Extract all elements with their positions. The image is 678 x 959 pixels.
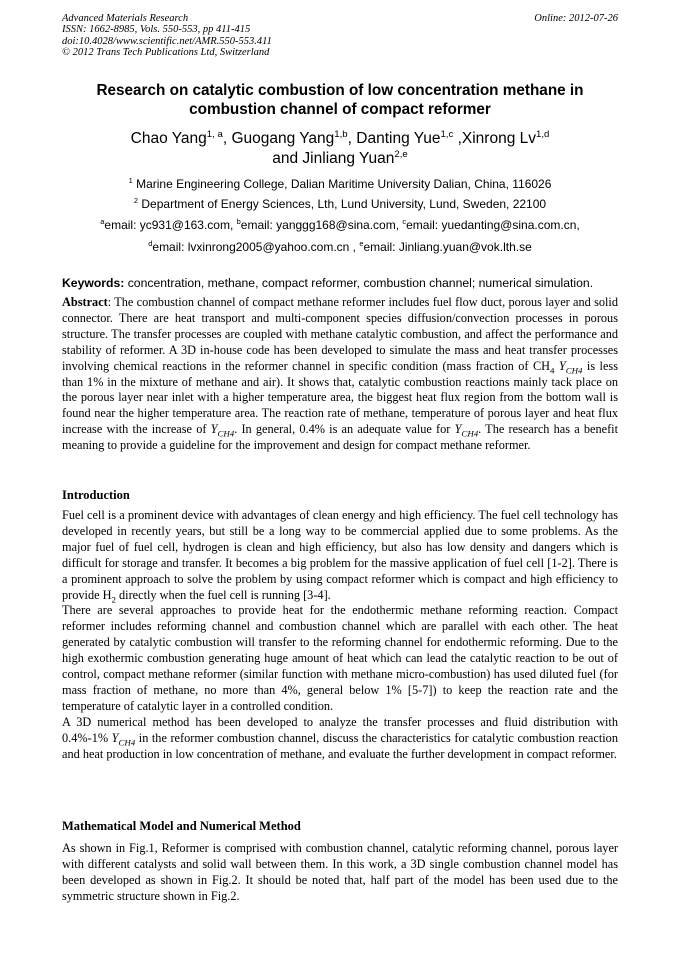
author-affiliation-mark: 1,b <box>334 128 348 140</box>
email-text: email: yc931@163.com, <box>104 218 237 232</box>
author-affiliation-mark: 2,e <box>394 148 408 160</box>
email-text: email: lvxinrong2005@yahoo.com.cn , <box>152 240 360 254</box>
emails-line-1 <box>62 218 618 232</box>
introduction-body <box>62 508 618 763</box>
email-mark: e <box>359 239 364 248</box>
authors-line-1: Chao Yang$^{1, a}$, Guogang Yang$^{1,b}$, Danting Yue$^{1,c}$ ,Xinrong Lv$^{1,d}$ <box>130 128 550 147</box>
paragraph-text: Fuel cell is a prominent device with advantages of clean energy and high efficiency. The fuel cell technology has developed in recently years, but still be a long way to be commercial applied due to some problems. As the major fuel of fuel cell, hydrogen is clean and high efficiency, but also has low density and dangers which is difficult for storage and transfer. It becomes a big problem for the massive application of fuel cell [1-2]. There is a prominent approach to solve the problem by using compact reformer which is compact and high efficiency to provide H <box>62 508 618 602</box>
doi-line: doi:10.4028/www.scientific.net/AMR.550-553.411 <box>62 35 272 47</box>
title-line-2: combustion channel of compact reformer <box>189 100 491 118</box>
subscript: CH4 <box>217 428 235 439</box>
email-mark: d <box>148 239 153 248</box>
abstract <box>62 295 618 454</box>
email-text: email: Jinliang.yuan@vok.lth.se <box>363 240 532 254</box>
author-name: Chao Yang <box>130 130 207 147</box>
paragraph-text: directly when the fuel cell is running [3-4]. <box>115 587 331 602</box>
author-list <box>62 129 618 169</box>
affiliation-1 <box>62 177 618 191</box>
keywords-label: Keywords: <box>62 276 125 290</box>
copyright-line: © 2012 Trans Tech Publications Ltd, Switzerland <box>62 47 270 59</box>
email-mark: c <box>402 217 407 226</box>
paragraph <box>62 508 618 603</box>
abstract-text: . The research has a benefit meaning to provide a guideline for the improvement and design for compact methane reformer. <box>62 422 619 453</box>
keywords-text: concentration, methane, compact reformer, combustion channel; numerical simulation. <box>124 276 594 290</box>
subscript: 2 <box>111 593 116 604</box>
email-text: email: yuedanting@sina.com.cn, <box>406 218 580 232</box>
section-heading-methods: Mathematical Model and Numerical Method <box>62 819 301 833</box>
math-symbol: Y <box>454 422 462 437</box>
author-affiliation-mark: 1,d <box>536 128 550 140</box>
math-symbol: Y <box>210 422 218 437</box>
email-mark: b <box>236 217 241 226</box>
online-date: Online: 2012-07-26 <box>534 13 618 24</box>
paragraph-text: in the reformer combustion channel, discuss the characteristics for catalytic combustion reaction and heat production in low concentration of methane, and evaluate the further development in compact reformer. <box>62 730 618 761</box>
abstract-text: is less than 1% in the mixture of methane and air). It shows that, catalytic combustion reactions mainly tack place on the porous layer near inlet with a higher temperature area, the biggest heat flux region from the bottom wall is found near the higher temperature area. The reaction rate of methane, temperature of porous layer and heat flux increase with the increase of <box>62 358 619 437</box>
affiliation-2 <box>62 197 618 211</box>
math-symbol: Y <box>558 358 566 373</box>
author-name: Guogang Yang <box>231 130 335 147</box>
subscript: CH4 <box>461 428 479 439</box>
author-affiliation-mark: 1,c <box>440 128 454 140</box>
abstract-text: : The combustion channel of compact methane reformer includes fuel flow duct, porous layer and solid connector. There are heat transport and multi-component species diffusion/convection processes in porous structure. The transfer processes are coupled with methane catalytic combustion, and affect the performance and stability of reformer. A 3D in-house code has been developed to simulate the mass and heat transfer processes involving chemical reactions in the reformer channel in specific condition (mass fraction of CH <box>62 295 618 373</box>
issn-line: ISSN: 1662-8985, Vols. 550-553, pp 411-415 <box>62 24 251 36</box>
affiliation-text: Department of Energy Sciences, Lth, Lund University, Lund, Sweden, 22100 <box>141 197 547 211</box>
emails-line-2 <box>62 240 618 254</box>
keywords <box>62 276 618 290</box>
subscript: CH4 <box>118 737 136 748</box>
author-name: Danting Yue <box>356 130 441 147</box>
abstract-label: Abstract <box>62 295 108 309</box>
affiliation-number: 1 <box>128 176 133 185</box>
affiliation-text: Marine Engineering College, Dalian Maritime University Dalian, China, 116026 <box>136 177 552 191</box>
subscript: CH4 <box>565 365 583 376</box>
abstract-text: . In general, 0.4% is an adequate value for <box>234 422 455 437</box>
paragraph: As shown in Fig.1, Reformer is comprised with combustion channel, catalytic reforming channel, porous layer with different catalysts and solid wall between them. In this work, a 3D single combustion channel model has been developed as shown in Fig.2. It should be noted that, half part of the model has been used due to the symmetric structure shown in Fig.2. <box>62 841 618 903</box>
affiliation-number: 2 <box>133 196 139 205</box>
email-mark: a <box>100 217 105 226</box>
subscript: 4 <box>550 365 555 376</box>
journal-header <box>62 13 618 59</box>
methods-body <box>62 841 618 905</box>
journal-name: Advanced Materials Research <box>62 13 189 24</box>
title-line-1: Research on catalytic combustion of low concentration methane in <box>96 82 584 99</box>
author-name: Xinrong Lv <box>461 130 536 147</box>
author-name: and Jinliang Yuan <box>272 150 395 167</box>
section-heading-introduction: Introduction <box>62 488 130 502</box>
author-affiliation-mark: 1, a <box>206 128 223 140</box>
authors-line-2 <box>62 149 618 169</box>
math-symbol: Y <box>111 730 119 745</box>
paragraph-text: A 3D numerical method has been developed to analyze the transfer processes and fluid distribution with 0.4%-1% <box>62 714 618 745</box>
paper-title <box>62 82 618 119</box>
paragraph: There are several approaches to provide heat for the endothermic methane reforming reaction. Compact reformer includes reforming channel and combustion channel which are parallel with each other. The heat generated by catalytic combustion will transfer to the reforming channel for endothermic reforming. Due to the high exothermic combustion generating huge amount of heat which can lead the catalytic reaction to be out of control, compact methane reformer (similar function with methane micro-combustion) has used diluted fuel (for mass fraction of methane, no more than 4%, general below 1% [5-7]) to keep the reaction rate and the temperature of catalytic layer in a controlled condition. <box>62 603 618 713</box>
email-text: email: yanggg168@sina.com, <box>240 218 403 232</box>
paragraph <box>62 715 618 763</box>
